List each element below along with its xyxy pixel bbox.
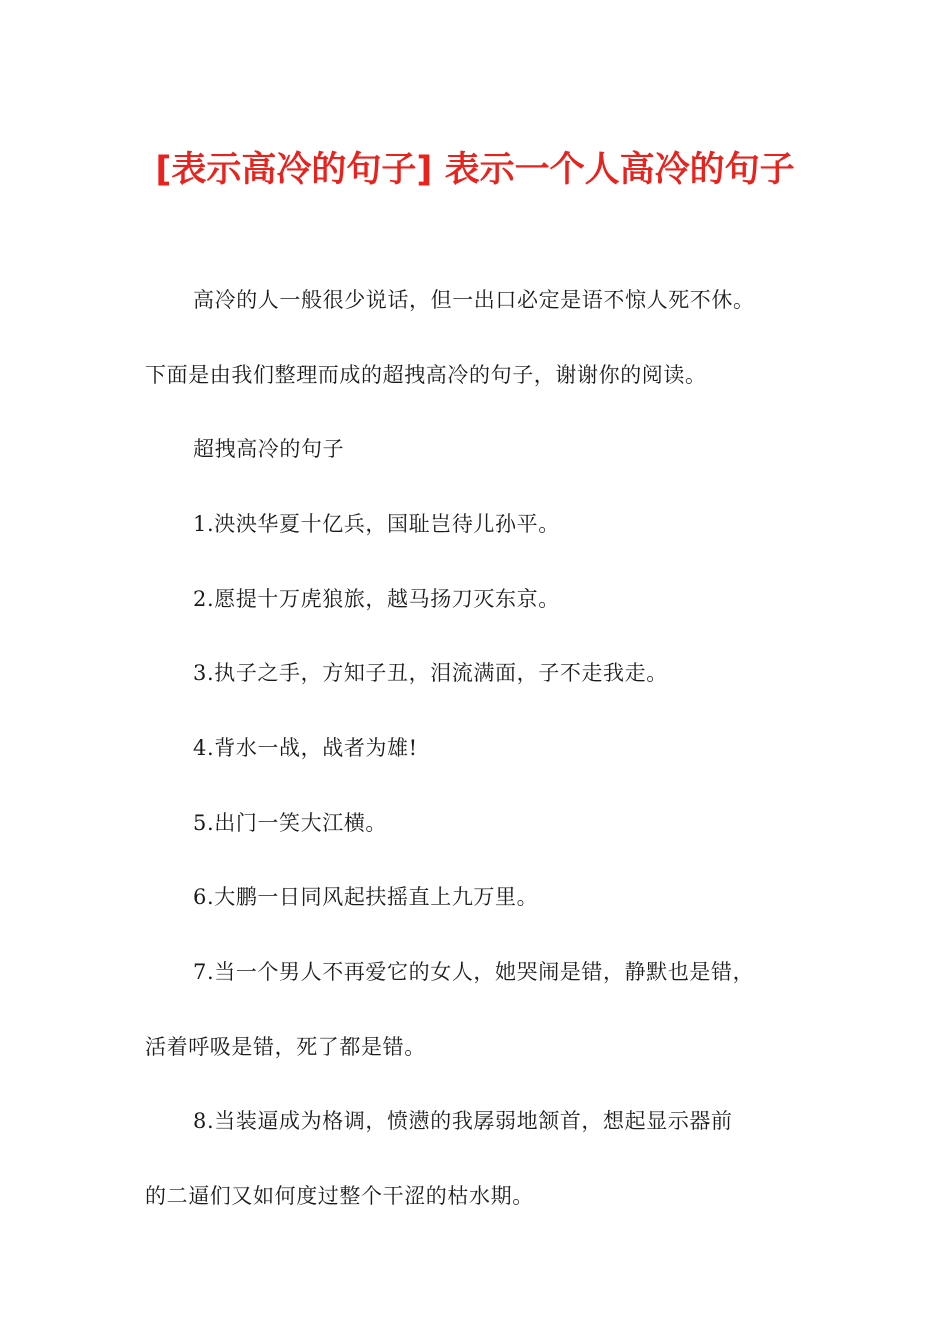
list-item: 3.执子之手，方知子丑，泪流满面，子不走我走。 — [193, 661, 668, 685]
list-item: 1.泱泱华夏十亿兵，国耻岂待儿孙平。 — [193, 512, 560, 536]
list-item: 4.背水一战，战者为雄! — [193, 736, 418, 760]
document-title: [表示高冷的句子] 表示一个人高冷的句子 — [155, 150, 795, 190]
list-item: 6.大鹏一日同风起扶摇直上九万里。 — [193, 885, 539, 909]
list-item-continuation: 的二逼们又如何度过整个干涩的枯水期。 — [145, 1184, 534, 1208]
list-item: 8.当装逼成为格调，愤懑的我孱弱地颔首，想起显示器前 — [193, 1109, 733, 1133]
list-item: 5.出门一笑大江横。 — [193, 811, 388, 835]
section-heading: 超拽高冷的句子 — [193, 437, 345, 461]
list-item: 2.愿提十万虎狼旅，越马扬刀灭东京。 — [193, 587, 560, 611]
paragraph-line: 下面是由我们整理而成的超拽高冷的句子，谢谢你的阅读。 — [145, 363, 707, 387]
list-item-continuation: 活着呼吸是错，死了都是错。 — [145, 1035, 426, 1059]
paragraph-line: 高冷的人一般很少说话，但一出口必定是语不惊人死不休。 — [193, 288, 755, 312]
list-item: 7.当一个男人不再爱它的女人，她哭闹是错，静默也是错， — [193, 960, 755, 984]
